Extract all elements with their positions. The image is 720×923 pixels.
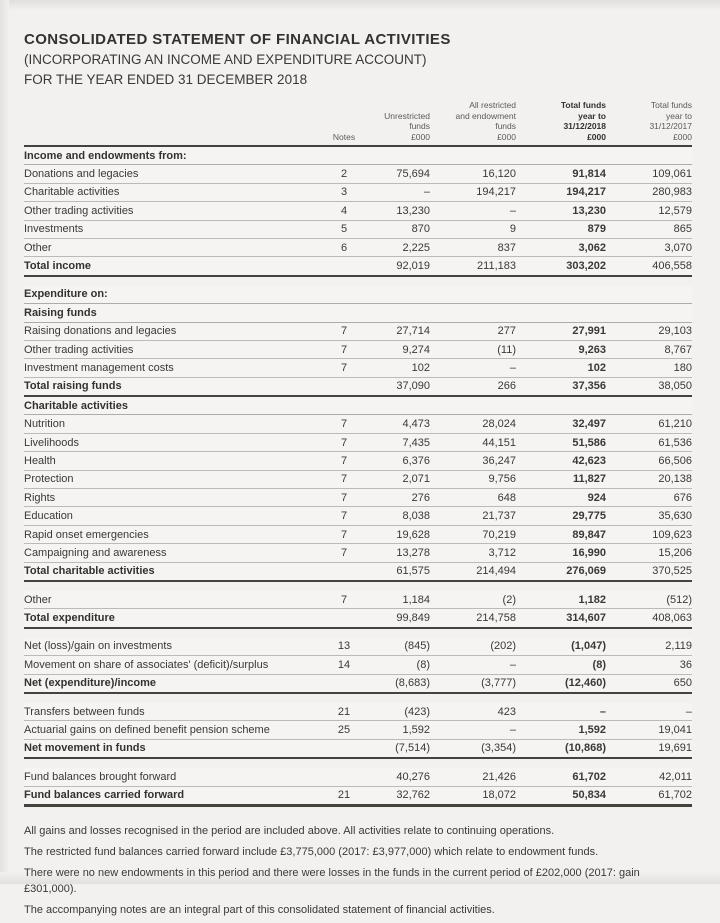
cell-c3: 32,497 xyxy=(572,418,606,431)
cell-c1: (423) xyxy=(404,705,430,718)
cell-c3: (12,460) xyxy=(565,677,606,690)
cell-c4: 370,525 xyxy=(652,565,692,578)
cell-c3: 42,623 xyxy=(572,454,606,467)
page-edge-top xyxy=(0,0,720,10)
cell-c3: 879 xyxy=(587,223,606,236)
cell-c4: 12,579 xyxy=(658,204,692,217)
table-row xyxy=(24,202,692,220)
cell-c1: 13,278 xyxy=(396,546,430,559)
cell-c3: 102 xyxy=(587,361,606,374)
cell-c3: 16,990 xyxy=(572,546,606,559)
cell-c1: (8,683) xyxy=(395,677,430,690)
table-row xyxy=(24,507,692,525)
table-row xyxy=(24,563,692,582)
row-label: Net (expenditure)/income xyxy=(24,677,157,690)
cell-c4: 280,983 xyxy=(652,186,692,199)
cell-c1: 7,435 xyxy=(402,436,430,449)
cell-c4: 15,206 xyxy=(658,546,692,559)
table-row xyxy=(24,304,692,322)
cell-c1: 4,473 xyxy=(402,418,430,431)
cell-c1: 13,230 xyxy=(396,204,430,217)
cell-c1: 102 xyxy=(411,361,430,374)
cell-c2: 21,737 xyxy=(482,510,516,523)
cell-c4: 19,041 xyxy=(658,724,692,737)
cell-c3: (1,047) xyxy=(571,640,606,653)
table-row xyxy=(24,703,692,721)
cell-c3: 27,991 xyxy=(572,325,606,338)
column-header-total_2017: Total funds year to 31/12/2017 £000 xyxy=(649,100,692,142)
cell-c3: 1,592 xyxy=(578,724,606,737)
cell-c1: 6,376 xyxy=(402,454,430,467)
row-label: Rapid onset emergencies xyxy=(24,528,149,541)
cell-c1: – xyxy=(423,186,430,199)
cell-c4: 2,119 xyxy=(665,640,692,653)
cell-note: 7 xyxy=(340,491,348,504)
row-label: Other trading activities xyxy=(24,204,134,217)
cell-note: 13 xyxy=(337,640,351,653)
column-header-notes: Notes xyxy=(332,131,356,142)
cell-note: 7 xyxy=(340,454,348,467)
cell-note: 3 xyxy=(340,186,348,199)
page-edge-left xyxy=(0,0,9,884)
cell-c2: – xyxy=(509,361,516,374)
cell-c2: (3,354) xyxy=(481,742,516,755)
cell-c3: 61,702 xyxy=(572,770,606,783)
table-row xyxy=(24,591,692,609)
cell-c4: 38,050 xyxy=(658,380,692,393)
table-row xyxy=(24,675,692,694)
table-row xyxy=(24,147,692,165)
cell-note: 7 xyxy=(340,473,348,486)
cell-c1: 2,071 xyxy=(402,473,430,486)
document-subtitle-2: FOR THE YEAR ENDED 31 DECEMBER 2018 xyxy=(24,72,308,87)
cell-c4: 406,558 xyxy=(652,260,692,273)
row-label: Other xyxy=(24,241,52,254)
table-row xyxy=(24,638,692,656)
cell-note: 25 xyxy=(337,724,351,737)
column-header-unrestricted: Unrestricted funds £000 xyxy=(384,110,430,142)
table-row xyxy=(24,452,692,470)
row-label: Income and endowments from: xyxy=(24,149,187,162)
row-label: Total expenditure xyxy=(24,612,115,625)
table-row-spacer xyxy=(24,694,692,703)
cell-c3: 9,263 xyxy=(578,343,606,356)
cell-c2: (202) xyxy=(490,640,516,653)
table-row xyxy=(24,721,692,739)
cell-note: 7 xyxy=(340,418,348,431)
cell-c4: 408,063 xyxy=(652,612,692,625)
cell-c2: 21,426 xyxy=(482,770,516,783)
footnote-text: The restricted fund balances carried forward include £3,775,000 (2017: £3,977,000) which relate to endowment funds. xyxy=(24,845,599,858)
cell-note: 5 xyxy=(340,223,348,236)
row-label: Total raising funds xyxy=(24,380,122,393)
cell-c2: 423 xyxy=(497,705,516,718)
cell-c4: 676 xyxy=(673,491,692,504)
cell-c1: 1,592 xyxy=(402,724,430,737)
cell-c2: 36,247 xyxy=(482,454,516,467)
cell-c3: 1,182 xyxy=(578,593,606,606)
cell-c2: (2) xyxy=(502,593,516,606)
row-label: Investments xyxy=(24,223,84,236)
cell-c3: 50,834 xyxy=(572,789,606,802)
cell-c2: 266 xyxy=(497,380,516,393)
row-label: Investment management costs xyxy=(24,361,174,374)
table-row xyxy=(24,609,692,628)
cell-c2: – xyxy=(509,204,516,217)
table-row-spacer xyxy=(24,277,692,286)
page-content xyxy=(24,30,692,923)
cell-c4: 36 xyxy=(679,658,692,671)
footnote-text: There were no new endowments in this period and there were losses in the funds in the current period of £202,000 (2017: gain £301,000). xyxy=(24,866,640,895)
row-label: Nutrition xyxy=(24,418,65,431)
table-row xyxy=(24,544,692,562)
cell-c2: (11) xyxy=(497,343,516,356)
cell-c3: 51,586 xyxy=(572,436,606,449)
cell-c4: 35,630 xyxy=(658,510,692,523)
footnotes xyxy=(24,823,692,918)
cell-c3: (8) xyxy=(592,658,606,671)
cell-c3: 11,827 xyxy=(572,473,606,486)
cell-c3: 303,202 xyxy=(566,260,606,273)
table-row xyxy=(24,397,692,415)
row-label: Total income xyxy=(24,260,92,273)
row-label: Net (loss)/gain on investments xyxy=(24,640,172,653)
table-row-spacer xyxy=(24,759,692,768)
cell-c2: 3,712 xyxy=(488,546,516,559)
cell-c1: (7,514) xyxy=(395,742,430,755)
row-label: Movement on share of associates' (deficit)/surplus xyxy=(24,658,269,671)
cell-c2: 214,758 xyxy=(476,612,516,625)
cell-c1: 1,184 xyxy=(402,593,430,606)
row-label: Fund balances carried forward xyxy=(24,789,185,802)
cell-c3: 91,814 xyxy=(572,168,606,181)
cell-c2: 9 xyxy=(509,223,516,236)
cell-c3: – xyxy=(599,705,606,718)
row-label: Charitable activities xyxy=(24,186,120,199)
table-row xyxy=(24,489,692,507)
cell-c4: 61,210 xyxy=(658,418,692,431)
cell-c4: 650 xyxy=(673,677,692,690)
row-label: Charitable activities xyxy=(24,399,128,412)
footnote-text: The accompanying notes are an integral part of this consolidated statement of financial activities. xyxy=(24,903,495,916)
cell-c3: 276,069 xyxy=(566,565,606,578)
cell-c3: 89,847 xyxy=(572,528,606,541)
cell-c4: (512) xyxy=(666,593,692,606)
cell-c2: 16,120 xyxy=(482,168,516,181)
cell-note: 7 xyxy=(340,343,348,356)
cell-note: 21 xyxy=(337,789,351,802)
cell-note: 7 xyxy=(340,510,348,523)
table-row xyxy=(24,787,692,807)
cell-c4: 20,138 xyxy=(658,473,692,486)
cell-c2: 28,024 xyxy=(482,418,516,431)
cell-c2: 214,494 xyxy=(476,565,516,578)
cell-c4: 865 xyxy=(673,223,692,236)
cell-c1: 32,762 xyxy=(396,789,430,802)
cell-c4: 109,061 xyxy=(652,168,692,181)
row-label: Other trading activities xyxy=(24,343,134,356)
table-row xyxy=(24,768,692,786)
table-row xyxy=(24,434,692,452)
table-row xyxy=(24,221,692,239)
document-subtitle-1: (INCORPORATING AN INCOME AND EXPENDITURE ACCOUNT) xyxy=(24,52,427,67)
row-label: Raising funds xyxy=(24,306,97,319)
cell-c1: 75,694 xyxy=(396,168,430,181)
cell-c2: 194,217 xyxy=(476,186,516,199)
table-row xyxy=(24,378,692,397)
table-row xyxy=(24,740,692,759)
financial-activities-table xyxy=(24,147,692,807)
cell-c1: 61,575 xyxy=(396,565,430,578)
cell-c1: 19,628 xyxy=(396,528,430,541)
cell-c4: 61,536 xyxy=(658,436,692,449)
cell-c2: 44,151 xyxy=(482,436,516,449)
table-column-headers xyxy=(24,100,692,147)
row-label: Education xyxy=(24,510,73,523)
cell-c1: 92,019 xyxy=(396,260,430,273)
table-row xyxy=(24,656,692,674)
cell-c4: 180 xyxy=(673,361,692,374)
table-row xyxy=(24,239,692,257)
cell-note: 2 xyxy=(340,168,348,181)
cell-c3: 13,230 xyxy=(572,204,606,217)
cell-c4: 8,767 xyxy=(664,343,692,356)
cell-note: 21 xyxy=(337,705,351,718)
row-label: Transfers between funds xyxy=(24,705,145,718)
cell-note: 7 xyxy=(340,436,348,449)
cell-c1: 27,714 xyxy=(396,325,430,338)
row-label: Expenditure on: xyxy=(24,288,108,301)
cell-note: 7 xyxy=(340,528,348,541)
cell-note: 4 xyxy=(340,204,348,217)
row-label: Other xyxy=(24,593,52,606)
cell-c4: 42,011 xyxy=(659,770,692,783)
cell-note: 7 xyxy=(340,325,348,338)
table-row xyxy=(24,286,692,304)
row-label: Livelihoods xyxy=(24,436,80,449)
cell-c3: 314,607 xyxy=(566,612,606,625)
row-label: Raising donations and legacies xyxy=(24,325,177,338)
table-row xyxy=(24,415,692,433)
table-row xyxy=(24,257,692,276)
cell-c3: (10,868) xyxy=(565,742,606,755)
cell-c2: 277 xyxy=(497,325,516,338)
cell-c4: 3,070 xyxy=(664,241,692,254)
cell-c2: 9,756 xyxy=(488,473,516,486)
cell-c2: – xyxy=(509,658,516,671)
table-row xyxy=(24,526,692,544)
cell-note: 14 xyxy=(337,658,351,671)
table-row xyxy=(24,341,692,359)
table-row xyxy=(24,184,692,202)
cell-c3: 29,775 xyxy=(572,510,606,523)
cell-c4: 109,623 xyxy=(652,528,692,541)
column-header-total_2018: Total funds year to 31/12/2018 £000 xyxy=(560,100,606,142)
cell-c3: 924 xyxy=(587,491,606,504)
cell-c2: – xyxy=(509,724,516,737)
cell-note: 6 xyxy=(340,241,348,254)
row-label: Fund balances brought forward xyxy=(24,770,177,783)
cell-c1: 276 xyxy=(411,491,430,504)
table-row xyxy=(24,165,692,183)
cell-c4: – xyxy=(685,705,692,718)
row-label: Net movement in funds xyxy=(24,742,146,755)
document-header xyxy=(24,30,692,90)
cell-c2: (3,777) xyxy=(481,677,516,690)
row-label: Donations and legacies xyxy=(24,168,139,181)
table-row-spacer xyxy=(24,629,692,638)
row-label: Health xyxy=(24,454,56,467)
cell-c3: 194,217 xyxy=(566,186,606,199)
cell-note: 7 xyxy=(340,546,348,559)
cell-c1: 37,090 xyxy=(396,380,430,393)
cell-c2: 837 xyxy=(497,241,516,254)
table-row xyxy=(24,359,692,377)
cell-c2: 211,183 xyxy=(477,260,516,273)
cell-c4: 66,506 xyxy=(658,454,692,467)
cell-c4: 29,103 xyxy=(658,325,692,338)
column-header-restricted_endowment: All restricted and endowment funds £000 xyxy=(455,100,516,142)
row-label: Rights xyxy=(24,491,56,504)
row-label: Actuarial gains on defined benefit pension scheme xyxy=(24,724,270,737)
row-label: Total charitable activities xyxy=(24,565,155,578)
document-title: CONSOLIDATED STATEMENT OF FINANCIAL ACTIVITIES xyxy=(24,31,451,48)
cell-c1: 9,274 xyxy=(402,343,430,356)
cell-c2: 70,219 xyxy=(482,528,516,541)
table-row-spacer xyxy=(24,582,692,591)
row-label: Campaigning and awareness xyxy=(24,546,167,559)
cell-c2: 648 xyxy=(497,491,516,504)
cell-c4: 19,691 xyxy=(658,742,692,755)
cell-c1: 99,849 xyxy=(396,612,430,625)
cell-c2: 18,072 xyxy=(482,789,516,802)
cell-c4: 61,702 xyxy=(658,789,692,802)
cell-c1: 870 xyxy=(411,223,430,236)
cell-c1: 2,225 xyxy=(402,241,430,254)
table-row xyxy=(24,323,692,341)
table-row xyxy=(24,471,692,489)
cell-c3: 3,062 xyxy=(578,241,606,254)
cell-c1: 8,038 xyxy=(402,510,430,523)
cell-note: 7 xyxy=(340,593,348,606)
row-label: Protection xyxy=(24,473,74,486)
cell-c1: 40,276 xyxy=(396,770,430,783)
cell-c1: (8) xyxy=(416,658,430,671)
cell-c3: 37,356 xyxy=(572,380,606,393)
cell-note: 7 xyxy=(340,361,348,374)
footnote-text: All gains and losses recognised in the period are included above. All activities relate to continuing operations. xyxy=(24,824,555,837)
cell-c1: (845) xyxy=(404,640,430,653)
